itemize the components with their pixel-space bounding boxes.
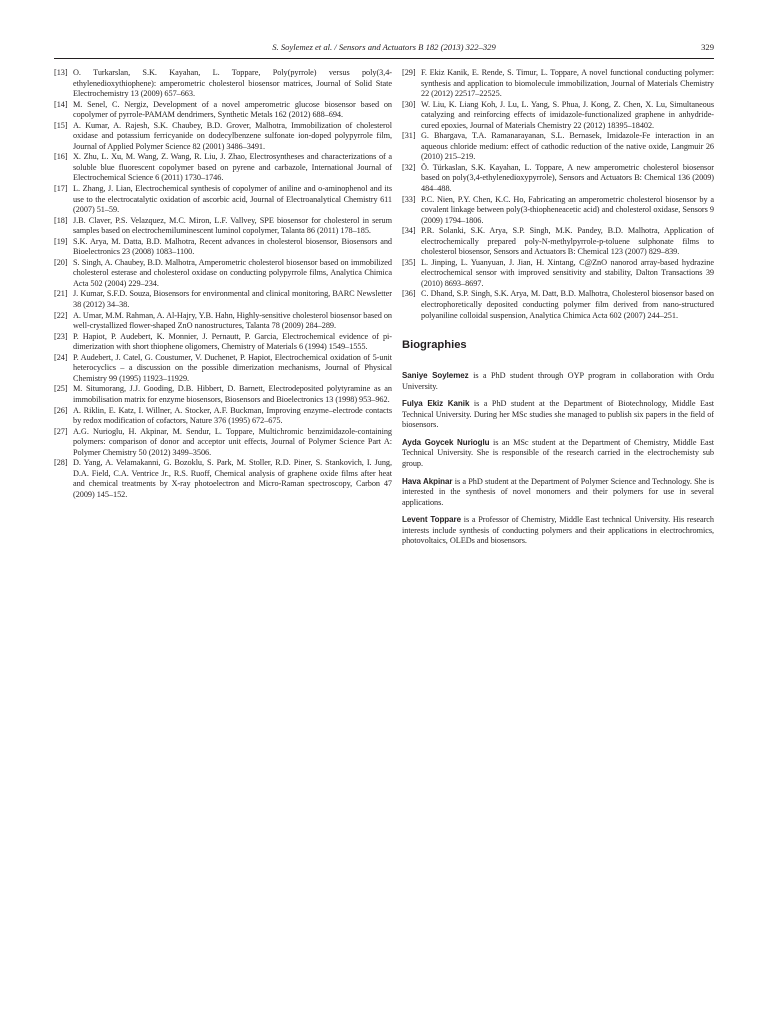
reference-text: W. Liu, K. Liang Koh, J. Lu, L. Yang, S. Phua, J. Kong, Z. Chen, X. Lu, Simultaneous catalyzing and reinforcing effects of imidazole-functionalized graphene in anhydride-cured epoxies, Journal of Materials Chemistry 22 (2012) 18395–18402. — [421, 99, 714, 130]
reference-item — [54, 121, 392, 153]
biographies-heading: Biographies — [402, 339, 467, 352]
reference-text: L. Jinping, L. Yuanyuan, J. Jian, H. Xintang, C@ZnO nanorod array-based hydrazine electrochemical sensor with improved sensitivity and stability, Dalton Transactions 39 (2010) 8693–8697. — [421, 257, 714, 288]
reference-number: [20] — [54, 257, 68, 267]
reference-number: [16] — [54, 152, 68, 162]
reference-item — [54, 258, 392, 290]
biography-entry — [402, 438, 714, 470]
reference-text: J.B. Claver, P.S. Velazquez, M.C. Miron, L.F. Vallvey, SPE biosensor for cholesterol in serum samples based on electrochemiluminescent luminol copolymer, Talanta 86 (2011) 178–185. — [73, 215, 392, 236]
reference-number: [24] — [54, 352, 68, 362]
reference-item — [54, 184, 392, 216]
reference-number: [34] — [402, 226, 416, 236]
reference-number: [13] — [54, 68, 68, 77]
reference-text: X. Zhu, L. Xu, M. Wang, Z. Wang, R. Liu, J. Zhao, Electrosyntheses and characterizations of a soluble blue fluorescent copolymer based on pyrene and carbazole, International Journal of Electrochemical Science 6 (2011) 1730–1746. — [73, 152, 392, 183]
reference-text: G. Bhargava, T.A. Ramanarayanan, S.L. Bernasek, Imidazole-Fe interaction in an aqueous chloride medium: effect of cathodic reduction of the native oxide, Langmuir 26 (2010) 215–219. — [421, 131, 714, 162]
reference-number: [21] — [54, 289, 68, 299]
reference-text: P.R. Solanki, S.K. Arya, S.P. Singh, M.K. Pandey, B.D. Malhotra, Application of electrochemically prepared poly-N-methylpyrrole-p-toluene sulphonate films to cholesterol biosensor, Sensors and Actuators B: Chemical 123 (2007) 829–839. — [421, 226, 714, 257]
reference-list-right — [402, 68, 714, 321]
reference-number: [28] — [54, 458, 68, 468]
reference-text: S. Singh, A. Chaubey, B.D. Malhotra, Amperometric cholesterol biosensor based on immobilized cholesterol esterase and cholesterol oxidase on conducting polypyrrole films, Analytica Chimica Acta 502 (2004) 229–234. — [73, 257, 392, 288]
reference-item — [54, 406, 392, 427]
header-rule — [54, 58, 714, 59]
page-number: 329 — [701, 42, 714, 52]
biography-entry — [402, 399, 714, 431]
reference-item — [402, 258, 714, 290]
running-title: S. Soylemez et al. / Sensors and Actuators B 182 (2013) 322–329 — [272, 42, 496, 52]
reference-item — [54, 332, 392, 353]
reference-item — [54, 100, 392, 121]
reference-item — [54, 289, 392, 310]
reference-number: [31] — [402, 131, 416, 141]
reference-number: [26] — [54, 405, 68, 415]
reference-list-left — [54, 68, 392, 500]
reference-number: [17] — [54, 184, 68, 194]
biography-text: is an MSc student at the Department of Chemistry, Middle East Technical University. She is responsible of the research carried in the electrochemisty sub group. — [402, 437, 714, 468]
biography-name: Fulya Ekiz Kanik — [402, 399, 470, 409]
reference-item — [402, 68, 714, 100]
biography-text: is a PhD student through OYP program in collaboration with Ordu University. — [402, 371, 714, 391]
reference-text: C. Dhand, S.P. Singh, S.K. Arya, M. Datt, B.D. Malhotra, Cholesterol biosensor based on electrophoretically deposited conducting polymer film derived from nano-structured polyaniline colloidal suspension, Analytica Chimica Acta 602 (2007) 244–251. — [421, 289, 714, 320]
reference-text: D. Yang, A. Velamakanni, G. Bozoklu, S. Park, M. Stoller, R.D. Piner, S. Stankovich, I. Jung, D.A. Field, C.A. Ventrice Jr., R.S. Ruoff, Chemical analysis of graphene oxide films after heat and chemical treatments by X-ray photoelectron and Micro-Raman spectroscopy, Carbon 47 (2009) 145–152. — [73, 458, 392, 499]
running-header — [54, 42, 714, 54]
reference-text: A. Kumar, A. Rajesh, S.K. Chaubey, B.D. Grover, Malhotra, Immobilization of cholesterol oxidase and potassium ferricyanide on dodecylbenzene sulfonate ion-doped polypyrrole film, Journal of Applied Polymer Science 82 (2001) 3486–3491. — [73, 120, 392, 151]
reference-item — [54, 237, 392, 258]
reference-item — [54, 384, 392, 405]
biography-entry — [402, 515, 714, 547]
reference-item — [402, 131, 714, 163]
reference-number: [36] — [402, 289, 416, 299]
reference-text: S.K. Arya, M. Datta, B.D. Malhotra, Recent advances in cholesterol biosensor, Biosensors and Bioelectronics 23 (2008) 1083–1100. — [73, 236, 392, 257]
reference-number: [15] — [54, 120, 68, 130]
biography-text: is a PhD student at the Department of Biotechnology, Middle East Technical University. During her MSc studies she managed to publish six papers in the field of biosensors. — [402, 399, 714, 430]
reference-text: A. Riklin, E. Katz, I. Willner, A. Stocker, A.F. Buckman, Improving enzyme–electrode contacts by redox modification of cofactors, Nature 376 (1995) 672–675. — [73, 405, 392, 426]
reference-number: [18] — [54, 215, 68, 225]
reference-item — [54, 458, 392, 500]
biography-name: Ayda Goycek Nurioglu — [402, 437, 490, 447]
reference-text: J. Kumar, S.F.D. Souza, Biosensors for environmental and clinical monitoring, BARC Newsletter 38 (2012) 34–38. — [73, 289, 392, 310]
reference-item — [402, 163, 714, 195]
reference-text: Ö. Türkaslan, S.K. Kayahan, L. Toppare, A new amperometric cholesterol biosensor based on poly(3,4-ethylenedioxypyrrole), Sensors and Actuators B: Chemical 136 (2009) 484–488. — [421, 162, 714, 194]
reference-item — [402, 100, 714, 132]
reference-text: P. Audebert, J. Catel, G. Coustumer, V. Duchenet, P. Hapiot, Electrochemical oxidation of 5-unit heterocyclics – a discussion on the possible dimerization mechanisms, Journal of Physical Chemistry 99 (1995) 11923–11929. — [73, 352, 392, 383]
reference-text: P. Hapiot, P. Audebert, K. Monnier, J. Pernautt, P. Garcia, Electrochemical evidence of pi-dimerization with short thiophene oligomers, Chemistry of Materials 6 (1994) 1549–1555. — [73, 331, 392, 352]
biographies-section — [402, 371, 714, 547]
reference-number: [32] — [402, 162, 416, 172]
reference-number: [23] — [54, 331, 68, 341]
biography-text: is a PhD student at the Department of Polymer Science and Technology. She is interested in the synthesis of novel monomers and their polymers for use in several applications. — [402, 476, 714, 507]
reference-number: [22] — [54, 310, 68, 320]
reference-item — [54, 68, 392, 100]
reference-item — [402, 195, 714, 227]
reference-item — [402, 289, 714, 321]
left-column — [54, 68, 392, 500]
biography-text: is a Professor of Chemistry, Middle East technical University. His research interests include synthesis of conducting polymers and their applications in electrochromics, photovoltaics, OLEDs and biosensors. — [402, 515, 714, 546]
biography-name: Hava Akpinar — [402, 476, 453, 486]
reference-text: A. Umar, M.M. Rahman, A. Al-Hajry, Y.B. Hahn, Highly-sensitive cholesterol biosensor based on well-crystallized flower-shaped ZnO nanostructures, Talanta 78 (2009) 284–289. — [73, 310, 392, 331]
biography-name: Saniye Soylemez — [402, 371, 469, 381]
reference-number: [35] — [402, 257, 416, 267]
reference-text: A.G. Nurioglu, H. Akpinar, M. Sendur, L. Toppare, Multichromic benzimidazole-containing polymers: comparison of donor and acceptor unit effects, Journal of Polymer Science Part A: Polymer Chemistry 50 (2012) 3499–3506. — [73, 426, 392, 457]
biography-entry — [402, 371, 714, 392]
reference-number: [33] — [402, 194, 416, 204]
reference-item — [54, 152, 392, 184]
reference-text: P.C. Nien, P.Y. Chen, K.C. Ho, Fabricating an amperometric cholesterol biosensor by a covalent linkage between poly(3-thiopheneacetic acid) and cholesterol oxidase, Sensors 9 (2009) 1794–1806. — [421, 194, 714, 225]
biography-entry — [402, 477, 714, 509]
reference-text: M. Senel, C. Nergiz, Development of a novel amperometric glucose biosensor based on copolymer of pyrrole-PAMAM dendrimers, Synthetic Metals 162 (2012) 688–694. — [73, 99, 392, 120]
reference-item — [54, 311, 392, 332]
reference-text: M. Situmorang, J.J. Gooding, D.B. Hibbert, D. Barnett, Electrodeposited polytyramine as an immobilisation matrix for enzyme biosensors, Biosensors and Bioelectronics 13 (1998) 953–962. — [73, 384, 392, 404]
reference-number: [27] — [54, 426, 68, 436]
reference-item — [54, 353, 392, 385]
reference-text: L. Zhang, J. Lian, Electrochemical synthesis of copolymer of aniline and o-aminophenol and its use to the electrocatalytic oxidation of ascorbic acid, Journal of Electroanalytical Chemistry 611 (2007) 51–59. — [73, 184, 392, 215]
reference-number: [19] — [54, 236, 68, 246]
reference-number: [25] — [54, 384, 68, 394]
reference-item — [54, 427, 392, 459]
right-column — [402, 68, 714, 554]
reference-item — [54, 216, 392, 237]
biography-name: Levent Toppare — [402, 515, 461, 525]
reference-item — [402, 226, 714, 258]
reference-text: O. Turkarslan, S.K. Kayahan, L. Toppare, Poly(pyrrole) versus poly(3,4-ethylenedioxythiophene): amperometric cholesterol biosensor matrices, Journal of Solid State Electrochemistry 13 (2009) 657–663. — [73, 68, 392, 99]
reference-number: [14] — [54, 99, 68, 109]
reference-number: [29] — [402, 68, 416, 77]
reference-number: [30] — [402, 99, 416, 109]
reference-text: F. Ekiz Kanik, E. Rende, S. Timur, L. Toppare, A novel functional conducting polymer: synthesis and application to biomolecule immobilization, Journal of Materials Chemistry 22 (2012) 22517–22525. — [421, 68, 714, 99]
